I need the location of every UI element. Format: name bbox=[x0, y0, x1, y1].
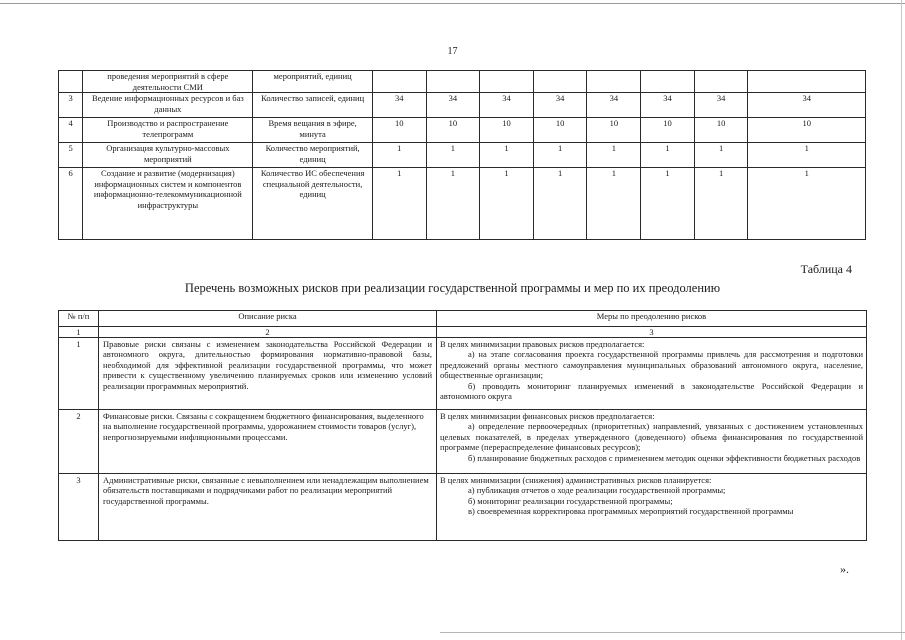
risk-description: Правовые риски связаны с изменением законодательства Российской Федерации и автономного округа, длительностью формирования нормативно-правовой базы, необходимой для эффективной реализации государственной программы, что может привести к существенному увеличению планируемых сроков или изменению условий реализации программных мероприятий. bbox=[99, 338, 437, 410]
indicator-value: 10 bbox=[426, 118, 480, 143]
risk-measures bbox=[437, 410, 867, 474]
indicator-value: 10 bbox=[748, 118, 866, 143]
header-cell: Описание риска bbox=[99, 311, 437, 327]
indicator-value bbox=[694, 71, 748, 93]
page-number: 17 bbox=[447, 46, 458, 57]
closing-quote-mark: ». bbox=[840, 562, 849, 576]
risk-measures bbox=[437, 338, 867, 410]
indicator-value: 1 bbox=[533, 143, 587, 168]
row-number: 3 bbox=[59, 474, 99, 541]
indicators-table bbox=[58, 70, 866, 240]
measure-item: б) проводить мониторинг планируемых изменений в законодательстве Российской Федерации и автономного округа bbox=[440, 380, 863, 402]
table-label: Таблица 4 bbox=[800, 262, 852, 276]
row-number: 2 bbox=[59, 410, 99, 474]
measure-item: а) определение первоочередных (приоритетных) направлений, увязанных с достижением установленных целевых показателей, в пределах утвержденного (доведенного) объема финансирования по государственной программе (перераспределение финансовых ресурсов); bbox=[440, 421, 863, 453]
indicator-value: 1 bbox=[372, 168, 426, 240]
row-number: 1 bbox=[59, 338, 99, 410]
row-number: 4 bbox=[59, 118, 83, 143]
indicator-value: 1 bbox=[694, 143, 748, 168]
indicator-value bbox=[587, 71, 641, 93]
indicator-unit: Количество мероприятий, единиц bbox=[253, 143, 372, 168]
indicator-value: 34 bbox=[426, 93, 480, 118]
indicator-value: 1 bbox=[480, 168, 534, 240]
indicator-value bbox=[372, 71, 426, 93]
indicator-value bbox=[480, 71, 534, 93]
table-row bbox=[59, 338, 867, 410]
header-cell: № п/п bbox=[59, 311, 99, 327]
header-number: 3 bbox=[437, 327, 867, 338]
indicator-value bbox=[641, 71, 695, 93]
activity-name: Производство и распространение телепрограмм bbox=[83, 118, 253, 143]
risk-table bbox=[58, 310, 867, 541]
indicator-value: 34 bbox=[748, 93, 866, 118]
indicator-value: 10 bbox=[372, 118, 426, 143]
indicator-value: 34 bbox=[587, 93, 641, 118]
row-number bbox=[59, 71, 83, 93]
measure-item: б) мониторинг реализации государственной программы; bbox=[468, 495, 673, 506]
scan-top-edge bbox=[0, 3, 905, 4]
measure-item: в) своевременная корректировка программных мероприятий государственной программы bbox=[468, 506, 794, 517]
indicator-value bbox=[748, 71, 866, 93]
indicator-value: 34 bbox=[641, 93, 695, 118]
indicator-value: 10 bbox=[694, 118, 748, 143]
risk-measures bbox=[437, 474, 867, 541]
table-row bbox=[59, 93, 866, 118]
measures-intro: В целях минимизации (снижения) административных рисков планируется: bbox=[440, 475, 712, 485]
indicator-value: 1 bbox=[641, 168, 695, 240]
scan-bottom-edge bbox=[440, 632, 905, 633]
measures-intro: В целях минимизации финансовых рисков предполагается: bbox=[440, 411, 655, 421]
header-number: 1 bbox=[59, 327, 99, 338]
indicator-value: 1 bbox=[587, 168, 641, 240]
indicator-value: 34 bbox=[480, 93, 534, 118]
indicator-value bbox=[533, 71, 587, 93]
row-number: 5 bbox=[59, 143, 83, 168]
indicator-value: 1 bbox=[748, 143, 866, 168]
activity-name: Создание и развитие (модернизация) информационных систем и компонентов информационно-телекоммуникационной инфраструктуры bbox=[83, 168, 253, 240]
activity-name: Ведение информационных ресурсов и баз данных bbox=[83, 93, 253, 118]
header-number: 2 bbox=[99, 327, 437, 338]
table-row bbox=[59, 71, 866, 93]
indicator-value: 10 bbox=[641, 118, 695, 143]
indicator-value: 1 bbox=[694, 168, 748, 240]
measures-intro: В целях минимизации правовых рисков предполагается: bbox=[440, 339, 645, 349]
indicator-value: 1 bbox=[587, 143, 641, 168]
indicator-value: 34 bbox=[694, 93, 748, 118]
indicator-value: 1 bbox=[426, 168, 480, 240]
indicator-value: 1 bbox=[372, 143, 426, 168]
row-number: 6 bbox=[59, 168, 83, 240]
indicator-unit: мероприятий, единиц bbox=[253, 71, 372, 93]
table-row bbox=[59, 474, 867, 541]
table-title: Перечень возможных рисков при реализации государственной программы и мер по их преодолению bbox=[184, 281, 721, 295]
table-row bbox=[59, 143, 866, 168]
risk-description: Финансовые риски. Связаны с сокращением бюджетного финансирования, выделенного на выполнение государственной программы, удорожанием стоимости товаров (услуг), непрогнозируемыми инфляционными процессами. bbox=[99, 410, 437, 474]
indicator-value: 34 bbox=[372, 93, 426, 118]
indicator-value: 34 bbox=[533, 93, 587, 118]
activity-name: Организация культурно-массовых мероприятий bbox=[83, 143, 253, 168]
indicator-unit: Количество записей, единиц bbox=[253, 93, 372, 118]
table-row bbox=[59, 118, 866, 143]
header-cell: Меры по преодолению рисков bbox=[437, 311, 867, 327]
row-number: 3 bbox=[59, 93, 83, 118]
indicator-value: 1 bbox=[480, 143, 534, 168]
indicator-value: 1 bbox=[641, 143, 695, 168]
table-row bbox=[59, 168, 866, 240]
scan-right-edge bbox=[901, 0, 902, 640]
risk-description: Административные риски, связанные с невыполнением или ненадлежащим выполнением обязательств поставщиками и подрядчиками работ по реализации мероприятий государственной программы. bbox=[99, 474, 437, 541]
header-number-row bbox=[59, 327, 867, 338]
indicator-value bbox=[426, 71, 480, 93]
header-row bbox=[59, 311, 867, 327]
indicator-unit: Время вещания в эфире, минута bbox=[253, 118, 372, 143]
indicator-unit: Количество ИС обеспечения специальной деятельности, единиц bbox=[253, 168, 372, 240]
indicator-value: 10 bbox=[587, 118, 641, 143]
indicator-value: 1 bbox=[426, 143, 480, 168]
indicator-value: 10 bbox=[533, 118, 587, 143]
table-row bbox=[59, 410, 867, 474]
measure-item: а) публикация отчетов о ходе реализации государственной программы; bbox=[468, 485, 726, 496]
measure-item: а) на этапе согласования проекта государственной программы привлечь для рассмотрения и подготовки предложений органы местного самоуправления муниципальных образований автономного округа, население, общественные организации; bbox=[440, 349, 863, 381]
indicator-value: 10 bbox=[480, 118, 534, 143]
indicator-value: 1 bbox=[748, 168, 866, 240]
indicator-value: 1 bbox=[533, 168, 587, 240]
activity-name: проведения мероприятий в сфере деятельности СМИ bbox=[83, 71, 253, 93]
measure-item: б) планирование бюджетных расходов с применением методик оценки эффективности бюджетных расходов bbox=[468, 452, 861, 463]
